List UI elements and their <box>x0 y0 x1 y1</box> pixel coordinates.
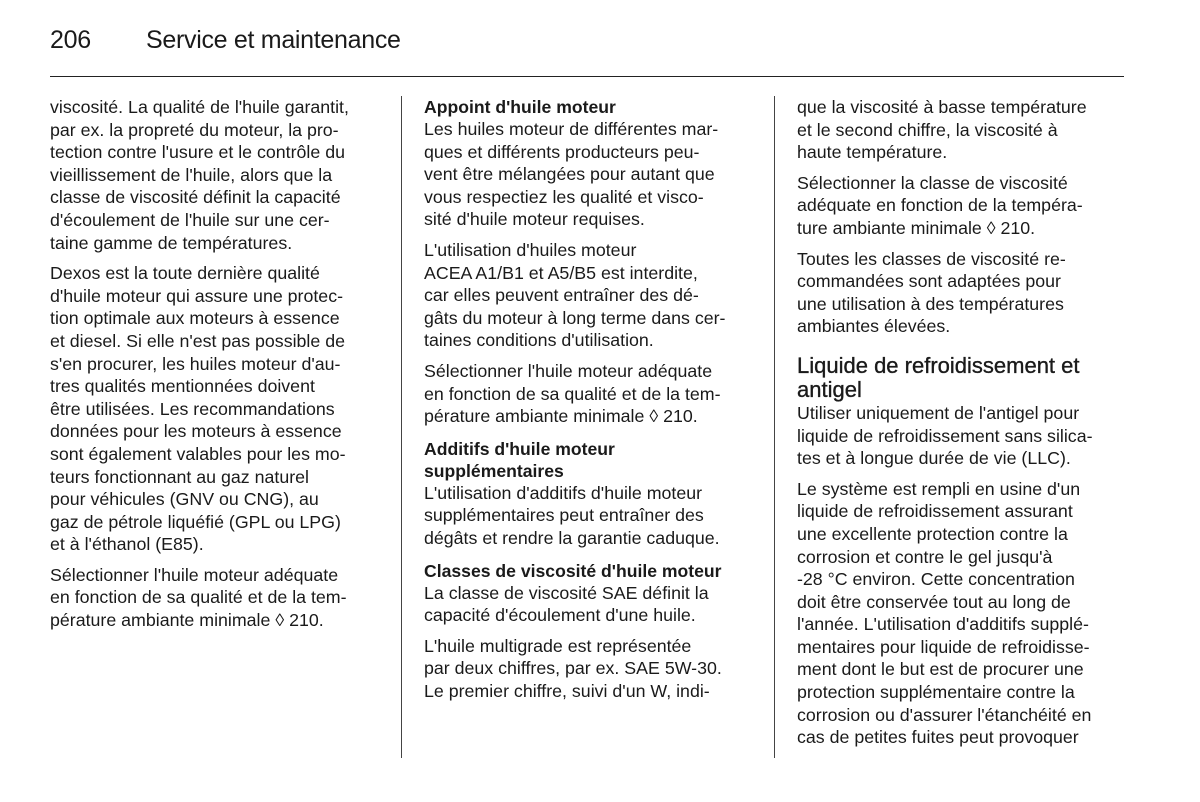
text-line: Utiliser uniquement de l'antigel pour <box>797 402 1080 423</box>
text-line: l'année. L'utilisation d'additifs supplé- <box>797 614 1089 635</box>
text-line: -28 °C environ. Cette concentration <box>797 569 1075 590</box>
paragraph <box>797 248 1129 338</box>
column-divider <box>401 96 402 758</box>
text-column-1 <box>50 96 382 640</box>
text-line: tection contre l'usure et le contrôle du <box>50 142 345 163</box>
paragraph <box>424 482 756 550</box>
text-line: données pour les moteurs à essence <box>50 421 342 442</box>
paragraph <box>424 582 756 627</box>
text-line: Classes de viscosité d'huile moteur <box>424 560 722 581</box>
text-line: capacité d'écoulement d'une huile. <box>424 605 696 626</box>
text-column-3 <box>797 96 1129 757</box>
text-line: La classe de viscosité SAE définit la <box>424 582 709 603</box>
text-line: corrosion et contre le gel jusqu'à <box>797 546 1053 567</box>
text-line: tres qualités mentionnées doivent <box>50 376 315 397</box>
text-line: L'utilisation d'huiles moteur <box>424 239 637 260</box>
paragraph <box>424 239 756 352</box>
text-line: dégâts et rendre la garantie caduque. <box>424 527 720 548</box>
text-line: viscosité. La qualité de l'huile garantit, <box>50 97 349 117</box>
paragraph <box>50 262 382 556</box>
text-line: gaz de pétrole liquéfié (GPL ou LPG) <box>50 511 341 532</box>
text-line: ture ambiante minimale ◊ 210. <box>797 217 1036 238</box>
paragraph <box>424 118 756 231</box>
text-line: cas de petites fuites peut provoquer <box>797 727 1079 748</box>
text-line: taines conditions d'utilisation. <box>424 330 654 351</box>
text-line: antigel <box>797 376 862 402</box>
text-line: d'écoulement de l'huile sur une cer- <box>50 209 330 230</box>
text-line: sont également valables pour les mo- <box>50 443 346 464</box>
text-line: car elles peuvent entraîner des dé- <box>424 285 699 306</box>
text-line: une utilisation à des températures <box>797 293 1064 314</box>
text-line: s'en procurer, les huiles moteur d'au- <box>50 353 341 374</box>
text-line: tes et à longue durée de vie (LLC). <box>797 448 1071 469</box>
text-line: L'utilisation d'additifs d'huile moteur <box>424 482 703 503</box>
text-line: adéquate en fonction de la tempéra- <box>797 195 1083 216</box>
text-line: Le système est rempli en usine d'un <box>797 478 1081 499</box>
text-line: sité d'huile moteur requises. <box>424 209 645 230</box>
text-column-2 <box>424 96 756 710</box>
header-rule <box>50 76 1124 77</box>
page-number: 206 <box>50 26 91 54</box>
text-line: tion optimale aux moteurs à essence <box>50 308 340 329</box>
text-line: Le premier chiffre, suivi d'un W, indi- <box>424 680 710 701</box>
text-line: ambiantes élevées. <box>797 316 951 337</box>
paragraph <box>797 172 1129 240</box>
text-line: corrosion ou d'assurer l'étanchéité en <box>797 704 1092 725</box>
text-line: Appoint d'huile moteur <box>424 97 616 117</box>
text-line: d'huile moteur qui assure une protec- <box>50 285 343 306</box>
text-line: que la viscosité à basse température <box>797 97 1087 117</box>
text-line: mentaires pour liquide de refroidisse- <box>797 636 1090 657</box>
text-line: pérature ambiante minimale ◊ 210. <box>424 406 698 427</box>
text-line: être utilisées. Les recommandations <box>50 398 335 419</box>
text-line: teurs fonctionnant au gaz naturel <box>50 466 309 487</box>
text-line: par deux chiffres, par ex. SAE 5W-30. <box>424 658 722 679</box>
text-line: ment dont le but est de procurer une <box>797 659 1084 680</box>
section-heading <box>797 354 1129 402</box>
text-line: pérature ambiante minimale ◊ 210. <box>50 610 324 631</box>
page-header <box>50 26 401 55</box>
text-line: supplémentaires peut entraîner des <box>424 505 704 526</box>
paragraph <box>424 360 756 428</box>
text-line: Sélectionner la classe de viscosité <box>797 172 1068 193</box>
text-line: L'huile multigrade est représentée <box>424 635 692 656</box>
text-line: une excellente protection contre la <box>797 523 1068 544</box>
text-line: Dexos est la toute dernière qualité <box>50 263 320 284</box>
text-line: en fonction de sa qualité et de la tem- <box>424 383 721 404</box>
text-line: vous respectiez les qualité et visco- <box>424 186 704 207</box>
text-line: Toutes les classes de viscosité re- <box>797 248 1066 269</box>
subsection-heading <box>424 560 756 582</box>
paragraph <box>797 96 1129 164</box>
paragraph <box>50 564 382 632</box>
text-line: gâts du moteur à long terme dans cer- <box>424 307 726 328</box>
subsection-heading <box>424 96 756 118</box>
text-line: taine gamme de températures. <box>50 232 293 253</box>
text-line: et diesel. Si elle n'est pas possible de <box>50 330 345 351</box>
text-line: supplémentaires <box>424 460 564 481</box>
text-line: Sélectionner l'huile moteur adéquate <box>50 564 339 585</box>
paragraph <box>50 96 382 254</box>
text-line: liquide de refroidissement assurant <box>797 501 1073 522</box>
subsection-heading <box>424 438 756 482</box>
text-line: Sélectionner l'huile moteur adéquate <box>424 360 713 381</box>
text-line: vent être mélangées pour autant que <box>424 164 715 185</box>
text-line: protection supplémentaire contre la <box>797 682 1075 703</box>
text-line: classe de viscosité définit la capacité <box>50 187 341 208</box>
text-line: vieillissement de l'huile, alors que la <box>50 164 333 185</box>
page-title: Service et maintenance <box>146 26 401 54</box>
text-line: doit être conservée tout au long de <box>797 591 1071 612</box>
text-line: pour véhicules (GNV ou CNG), au <box>50 489 319 510</box>
paragraph <box>797 478 1129 749</box>
text-line: liquide de refroidissement sans silica- <box>797 425 1093 446</box>
text-line: et le second chiffre, la viscosité à <box>797 119 1058 140</box>
text-line: haute température. <box>797 142 948 163</box>
column-divider <box>774 96 775 758</box>
text-line: Additifs d'huile moteur <box>424 438 615 459</box>
text-line: Les huiles moteur de différentes mar- <box>424 119 719 139</box>
text-line: et à l'éthanol (E85). <box>50 534 204 555</box>
text-line: en fonction de sa qualité et de la tem- <box>50 587 347 608</box>
text-line: commandées sont adaptées pour <box>797 271 1061 292</box>
text-line: par ex. la propreté du moteur, la pro- <box>50 119 339 140</box>
text-line: Liquide de refroidissement et <box>797 352 1080 378</box>
text-line: ACEA A1/B1 et A5/B5 est interdite, <box>424 262 698 283</box>
paragraph <box>797 402 1129 470</box>
paragraph <box>424 635 756 703</box>
text-line: ques et différents producteurs peu- <box>424 141 700 162</box>
